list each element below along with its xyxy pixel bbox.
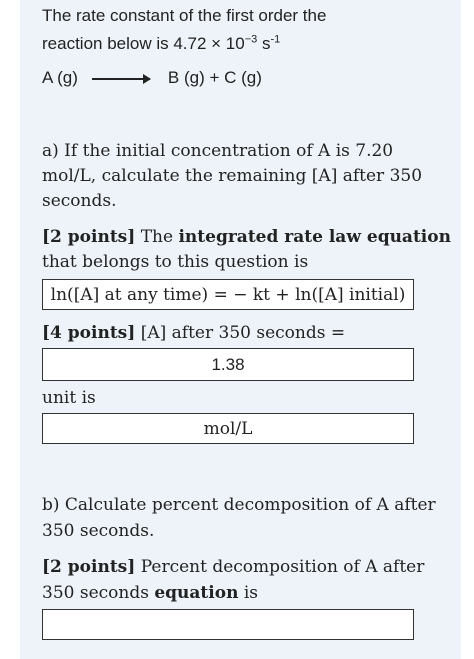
q1-prompt-line-1 [42, 226, 451, 249]
q2-answer-field[interactable] [42, 348, 414, 381]
q2-answer-text: 1.38 [211, 354, 245, 374]
q1-answer-field[interactable] [42, 279, 414, 310]
q3-answer-field[interactable] [42, 609, 414, 640]
q3-text-3: is [238, 583, 259, 603]
q3-points: [2 points] [42, 557, 136, 577]
q1-bold-text: integrated rate law equation [178, 227, 451, 247]
q2-text: [A] after 350 seconds = [135, 323, 346, 343]
reaction-arrow-icon [92, 78, 150, 80]
q3-prompt-line-1 [42, 556, 424, 579]
reaction-equation [42, 66, 262, 89]
rate-constant-text: reaction below is 4.72 × 10 [42, 34, 245, 53]
q3-text-2: 350 seconds [42, 583, 155, 603]
q1-points: [2 points] [42, 227, 136, 247]
part-a-line-2: mol/L, calculate the remaining [A] after 350 [42, 166, 423, 186]
intro-line-1: The rate constant of the first order the [42, 6, 327, 25]
unit-answer-text: mol/L [203, 418, 253, 439]
q3-text: Percent decomposition of A after [135, 557, 425, 577]
q2-points: [4 points] [42, 323, 136, 343]
rate-constant-exponent: −3 [244, 33, 258, 46]
unit-label: unit is [42, 388, 96, 408]
rate-constant-unit-exponent: -1 [270, 33, 281, 46]
part-a-line-1: a) If the initial concentration of A is 7.20 [42, 141, 394, 161]
q3-prompt-line-2 [42, 582, 258, 605]
q1-text: The [135, 227, 179, 247]
part-b-line-2: 350 seconds. [42, 521, 155, 541]
rate-constant-unit: s [257, 34, 271, 53]
q1-answer-text: ln([A] at any time) = − kt + ln([A] initial) [50, 284, 406, 305]
cut-off-next-line [42, 652, 392, 659]
part-b-line-1: b) Calculate percent decomposition of A after [42, 495, 436, 515]
q3-bold-text: equation [154, 583, 239, 603]
intro-line-2 [42, 32, 280, 55]
products: B (g) + C (g) [167, 68, 262, 87]
q1-prompt-line-2: that belongs to this question is [42, 252, 309, 272]
part-a-line-3: seconds. [42, 191, 117, 211]
reactant: A (g) [42, 68, 78, 87]
unit-answer-field[interactable] [42, 413, 414, 444]
q2-prompt [42, 322, 345, 345]
